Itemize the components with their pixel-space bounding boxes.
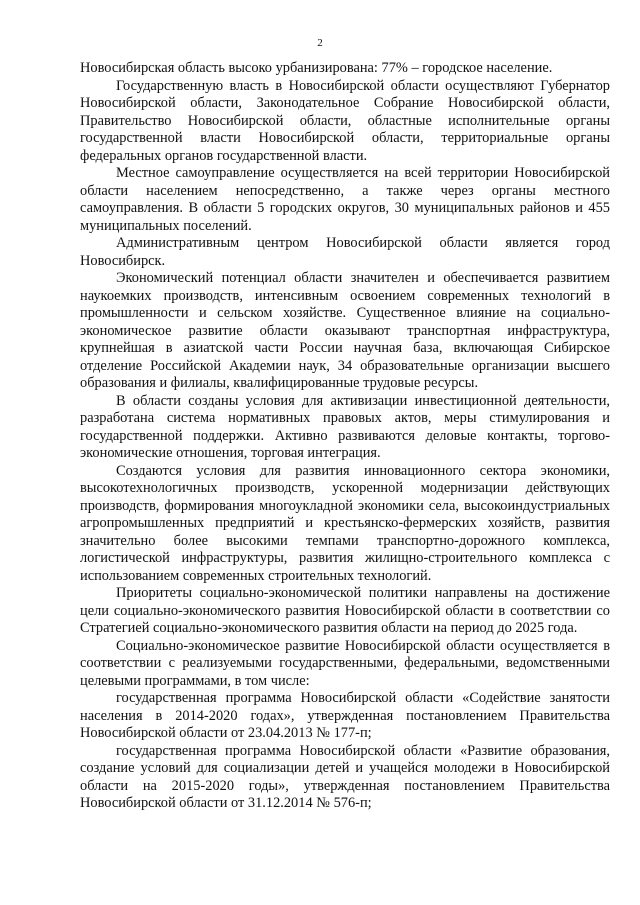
paragraph-local-self-government: Местное самоуправление осуществляется на всей территории Новосибирской области населением непосредственно, а также через органы местного самоуправления. В области 5 городских округов, 30 муниципальных районов и 455 муниципальных поселений.: [80, 165, 610, 234]
paragraph-programs-intro: Социально-экономическое развитие Новосибирской области осуществляется в соответствии с реализуемыми государственными, федеральными, ведомственными целевыми программами, в том числе:: [80, 637, 610, 689]
paragraph-policy-priorities: Приоритеты социально-экономической политики направлены на достижение цели социально-экономического развития Новосибирской области в соответствии со Стратегией социально-экономического развития области на период до 2025 года.: [80, 585, 610, 636]
paragraph-program-employment: государственная программа Новосибирской области «Содействие занятости населения в 2014-2020 годах», утвержденная постановлением Правительства Новосибирской области от 23.04.2013 № 177-п;: [80, 690, 610, 741]
paragraph-administrative-center: Административным центром Новосибирской области является город Новосибирск.: [80, 235, 610, 269]
document-body: [80, 60, 610, 813]
paragraph-investment-conditions: В области созданы условия для активизации инвестиционной деятельности, разработана система нормативных правовых актов, меры стимулирования и государственной поддержки. Активно развиваются деловые контакты, торгово-экономические отношения, торговая интеграция.: [80, 392, 610, 461]
paragraph-state-power: Государственную власть в Новосибирской области осуществляют Губернатор Новосибирской области, Законодательное Собрание Новосибирской области, Правительство Новосибирской области, областные исполнительные органы государственной власти Новосибирской области, территориальные органы федеральных органов государственной власти.: [80, 77, 610, 164]
paragraph-program-education: государственная программа Новосибирской области «Развитие образования, создание условий для социализации детей и учащейся молодежи в Новосибирской области на 2015-2020 годы», утвержденная постановлением Правительства Новосибирской области от 31.12.2014 № 576-п;: [80, 742, 610, 811]
paragraph-economic-potential: Экономический потенциал области значителен и обеспечивается развитием наукоемких производств, интенсивным освоением современных технологий в промышленности и сельском хозяйстве. Существенное влияние на социально-экономическое развитие области оказывают транспортная инфраструктура, крупнейшая в азиатской части России научная база, включающая Сибирское отделение Российской Академии наук, 34 образовательные организации высшего образования и филиалы, квалифицированные трудовые ресурсы.: [80, 270, 610, 391]
page-number: 2: [317, 37, 323, 49]
paragraph-innovation-conditions: Создаются условия для развития инновационного сектора экономики, высокотехнологичных производств, ускоренной модернизации действующих производств, формирования многоукладной экономики села, высокоиндустриальных агропромышленных предприятий и крестьянско-фермерских хозяйств, развития значительно более высокими темпами транспортно-дорожного комплекса, логистической инфраструктуры, развития жилищно-строительного комплекса с использованием современных строительных технологий.: [80, 462, 610, 584]
paragraph-urbanization: Новосибирская область высоко урбанизирована: 77% – городское население.: [80, 60, 553, 76]
